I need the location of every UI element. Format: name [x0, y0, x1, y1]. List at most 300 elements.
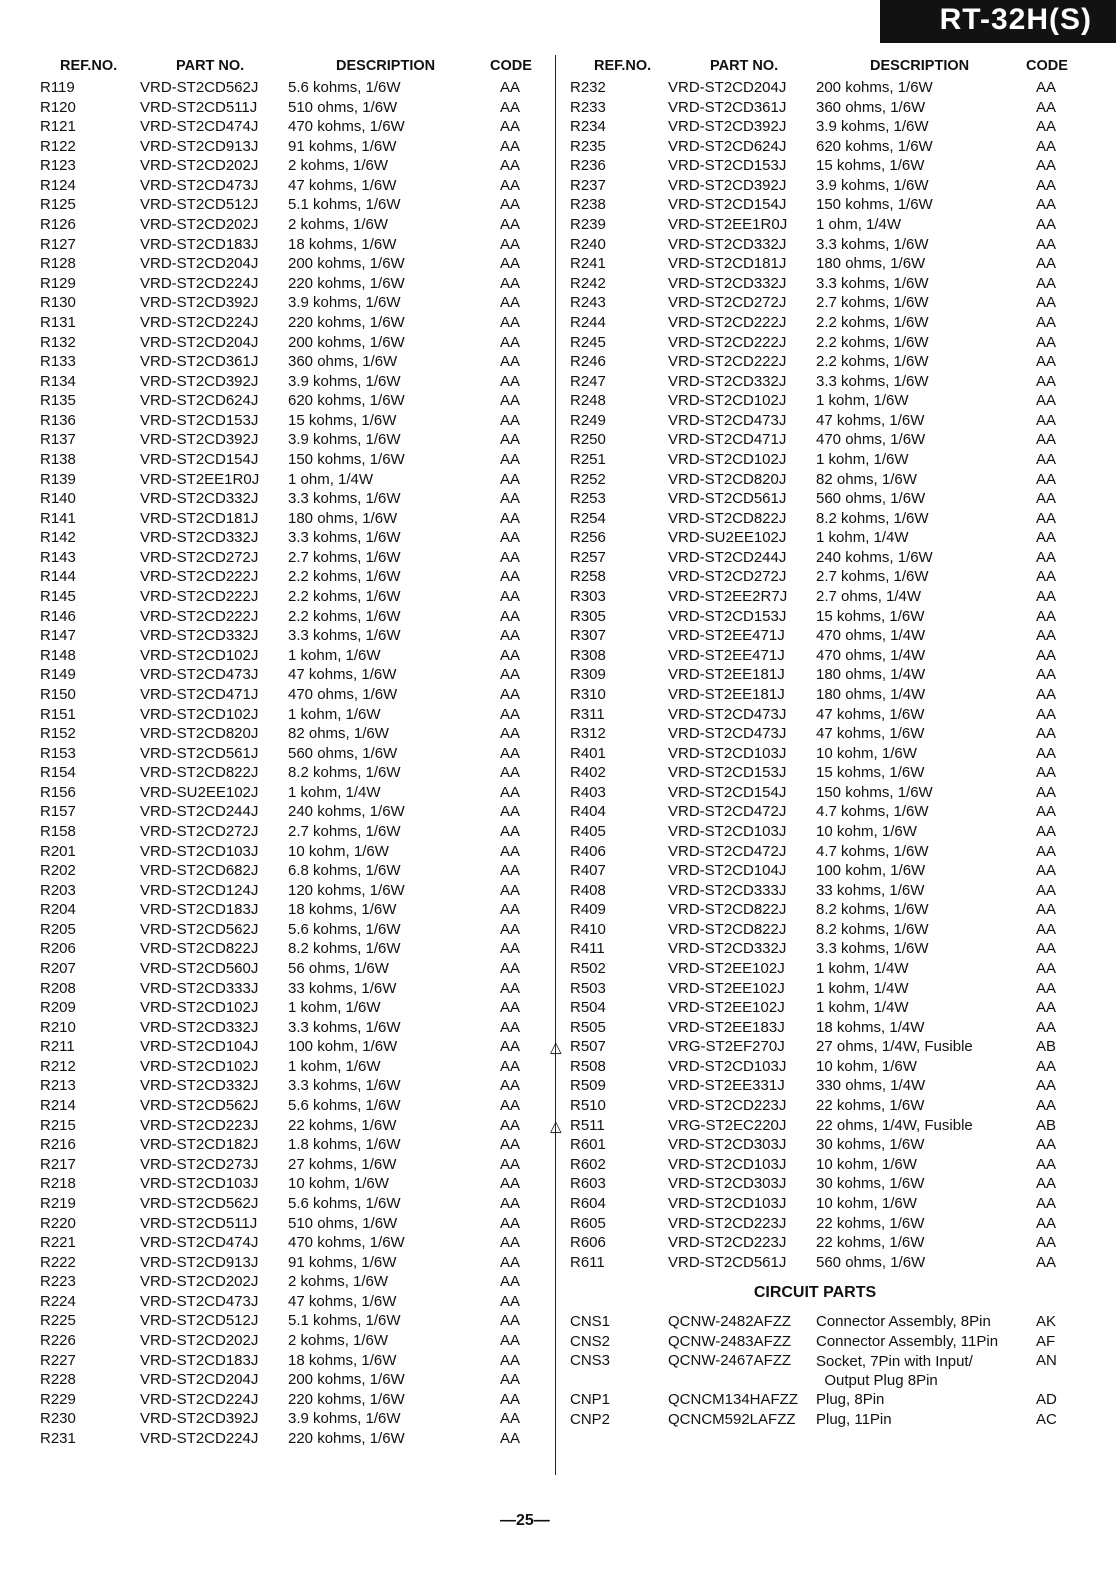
price-code: AA — [1036, 783, 1057, 801]
price-code: AA — [500, 392, 521, 410]
table-row — [570, 939, 1100, 959]
ref-no: R210 — [40, 1018, 76, 1036]
header-code: CODE — [1026, 58, 1068, 74]
ref-no: R140 — [40, 490, 76, 508]
ref-no: R135 — [40, 392, 76, 410]
price-code: AA — [1036, 881, 1057, 899]
ref-no: R153 — [40, 744, 76, 762]
ref-no: R152 — [40, 725, 76, 743]
part-no: VRD-ST2CD474J — [140, 118, 259, 136]
part-no: VRD-ST2CD103J — [140, 842, 259, 860]
description: 220 kohms, 1/6W — [288, 1390, 405, 1408]
price-code: AA — [1036, 157, 1057, 175]
description: 82 ohms, 1/6W — [816, 470, 917, 488]
ref-no: R124 — [40, 176, 76, 194]
description: 470 ohms, 1/6W — [816, 431, 926, 449]
description: 33 kohms, 1/6W — [288, 979, 397, 997]
description: 27 ohms, 1/4W, Fusible — [816, 1038, 973, 1056]
part-no: VRD-ST2EE471J — [668, 646, 785, 664]
description: 560 ohms, 1/6W — [816, 490, 926, 508]
price-code: AA — [1036, 176, 1057, 194]
part-no: VRD-ST2CD392J — [668, 176, 787, 194]
description: 360 ohms, 1/6W — [816, 98, 926, 116]
table-row — [570, 1233, 1100, 1253]
part-no: VRD-ST2CD361J — [668, 98, 787, 116]
parts-list-left — [40, 78, 550, 1448]
table-row — [40, 705, 550, 725]
part-no: VRD-ST2CD820J — [668, 470, 787, 488]
description: 3.3 kohms, 1/6W — [816, 235, 929, 253]
description: 180 ohms, 1/6W — [288, 509, 398, 527]
part-no: VRD-ST2CD561J — [668, 1253, 787, 1271]
safety-warning-icon: △ — [550, 1039, 562, 1057]
table-row — [40, 1311, 550, 1331]
description: 47 kohms, 1/6W — [288, 1292, 397, 1310]
part-no: VRD-ST2CD224J — [140, 313, 259, 331]
part-no: VRD-ST2CD222J — [140, 568, 259, 586]
price-code: AA — [500, 725, 521, 743]
part-no: VRD-ST2CD103J — [668, 1057, 787, 1075]
price-code: AA — [500, 1312, 521, 1330]
part-no: VRD-ST2CD204J — [140, 333, 259, 351]
description: 2 kohms, 1/6W — [288, 216, 389, 234]
ref-no: R131 — [40, 313, 76, 331]
price-code: AA — [500, 1273, 521, 1291]
part-no: VRD-ST2CD102J — [668, 392, 787, 410]
ref-no: R156 — [40, 783, 76, 801]
table-row — [40, 1331, 550, 1351]
ref-no: CNP2 — [570, 1411, 611, 1428]
part-no: VRD-ST2CD272J — [140, 822, 259, 840]
table-row — [570, 411, 1100, 431]
price-code: AA — [500, 607, 521, 625]
part-no: VRD-SU2EE102J — [140, 783, 259, 801]
part-no: VRD-ST2CD361J — [140, 353, 259, 371]
description: 470 kohms, 1/6W — [288, 1234, 405, 1252]
part-no: VRD-ST2CD472J — [668, 803, 787, 821]
description: 3.3 kohms, 1/6W — [816, 274, 929, 292]
part-no: VRD-ST2CD183J — [140, 901, 259, 919]
ref-no: R246 — [570, 353, 606, 371]
table-row — [570, 1410, 1100, 1430]
ref-no: R240 — [570, 235, 606, 253]
ref-no: R201 — [40, 842, 76, 860]
ref-no: R134 — [40, 372, 76, 390]
part-no: VRD-ST2CD182J — [140, 1136, 259, 1154]
part-no: VRD-ST2EE181J — [668, 666, 785, 684]
table-row — [40, 293, 550, 313]
table-row — [40, 1292, 550, 1312]
part-no: VRD-ST2CD124J — [140, 881, 259, 899]
price-code: AA — [1036, 822, 1057, 840]
part-no: VRD-ST2EE183J — [668, 1018, 785, 1036]
price-code: AA — [500, 1018, 521, 1036]
description: 30 kohms, 1/6W — [816, 1136, 925, 1154]
table-row — [570, 685, 1100, 705]
description: 560 ohms, 1/6W — [816, 1253, 926, 1271]
description: 620 kohms, 1/6W — [816, 137, 933, 155]
part-no: VRD-ST2CD103J — [668, 1155, 787, 1173]
ref-no: R238 — [570, 196, 606, 214]
table-row — [40, 1037, 550, 1057]
table-row — [570, 861, 1100, 881]
ref-no: R604 — [570, 1194, 606, 1212]
table-row — [570, 352, 1100, 372]
table-row — [40, 117, 550, 137]
price-code: AA — [500, 1390, 521, 1408]
ref-no: R222 — [40, 1253, 76, 1271]
table-row — [570, 1253, 1100, 1273]
price-code: AA — [500, 588, 521, 606]
description: 360 ohms, 1/6W — [288, 353, 398, 371]
part-no: VRD-SU2EE102J — [668, 529, 787, 547]
description: Plug, 11Pin — [816, 1411, 892, 1428]
table-row — [40, 1370, 550, 1390]
description: 91 kohms, 1/6W — [288, 137, 397, 155]
description: 5.6 kohms, 1/6W — [288, 920, 401, 938]
part-no: QCNW-2467AFZZ — [668, 1352, 792, 1370]
ref-no: R136 — [40, 411, 76, 429]
ref-no: R213 — [40, 1077, 76, 1095]
price-code: AA — [500, 79, 521, 96]
description: 8.2 kohms, 1/6W — [816, 901, 929, 919]
description: 3.3 kohms, 1/6W — [816, 372, 929, 390]
description: 3.9 kohms, 1/6W — [288, 372, 401, 390]
table-row — [40, 98, 550, 118]
ref-no: R308 — [570, 646, 606, 664]
ref-no: R137 — [40, 431, 76, 449]
price-code: AB — [1036, 1116, 1057, 1134]
part-no: VRD-ST2CD562J — [140, 1194, 259, 1212]
part-no: VRD-ST2CD332J — [668, 940, 787, 958]
description: 33 kohms, 1/6W — [816, 881, 925, 899]
part-no: VRD-ST2EE1R0J — [668, 216, 788, 234]
ref-no: R504 — [570, 999, 606, 1017]
price-code: AA — [500, 979, 521, 997]
ref-no: R138 — [40, 450, 76, 468]
table-row — [570, 587, 1100, 607]
table-row — [570, 744, 1100, 764]
ref-no: R511 — [570, 1116, 605, 1134]
ref-no: R233 — [570, 98, 606, 116]
description: 47 kohms, 1/6W — [288, 666, 397, 684]
price-code: AA — [500, 196, 521, 214]
table-row — [570, 235, 1100, 255]
price-code: AA — [1036, 274, 1057, 292]
part-no: VRD-ST2CD102J — [140, 705, 259, 723]
description: 200 kohms, 1/6W — [816, 79, 933, 96]
description: 15 kohms, 1/6W — [816, 607, 925, 625]
description: 10 kohm, 1/6W — [816, 1057, 917, 1075]
description: 2 kohms, 1/6W — [288, 1273, 389, 1291]
description: 4.7 kohms, 1/6W — [816, 842, 929, 860]
price-code: AA — [500, 137, 521, 155]
price-code: AA — [1036, 431, 1057, 449]
ref-no: R242 — [570, 274, 606, 292]
table-row — [40, 1174, 550, 1194]
price-code: AA — [500, 744, 521, 762]
ref-no: R502 — [570, 960, 606, 978]
ref-no: R146 — [40, 607, 76, 625]
ref-no: R215 — [40, 1116, 76, 1134]
part-no: VRD-ST2EE331J — [668, 1077, 785, 1095]
ref-no: R206 — [40, 940, 76, 958]
part-no: QCNW-2483AFZZ — [668, 1332, 792, 1350]
table-row — [570, 215, 1100, 235]
table-row — [570, 1194, 1100, 1214]
table-row — [40, 313, 550, 333]
table-row — [40, 470, 550, 490]
ref-no: R252 — [570, 470, 606, 488]
table-row — [570, 548, 1100, 568]
description: 10 kohm, 1/6W — [816, 822, 917, 840]
price-code: AA — [1036, 411, 1057, 429]
description: 47 kohms, 1/6W — [816, 725, 925, 743]
price-code: AA — [1036, 1018, 1057, 1036]
price-code: AA — [500, 1214, 521, 1232]
price-code: AA — [1036, 920, 1057, 938]
price-code: AA — [1036, 666, 1057, 684]
ref-no: R251 — [570, 450, 606, 468]
table-row — [570, 430, 1100, 450]
price-code: AA — [1036, 1097, 1057, 1115]
table-row — [570, 920, 1100, 940]
table-row — [40, 744, 550, 764]
table-row — [570, 1174, 1100, 1194]
table-row — [570, 1135, 1100, 1155]
ref-no: R406 — [570, 842, 606, 860]
description: 6.8 kohms, 1/6W — [288, 862, 401, 880]
table-row — [40, 979, 550, 999]
column-header — [570, 52, 1100, 78]
table-row — [570, 1076, 1100, 1096]
description: 5.6 kohms, 1/6W — [288, 79, 401, 96]
ref-no: R139 — [40, 470, 76, 488]
part-no: VRD-ST2CD913J — [140, 1253, 259, 1271]
ref-no: R141 — [40, 509, 76, 527]
table-row — [570, 607, 1100, 627]
ref-no: R303 — [570, 588, 606, 606]
part-no: VRD-ST2CD333J — [668, 881, 787, 899]
price-code: AA — [1036, 568, 1057, 586]
price-code: AA — [1036, 137, 1057, 155]
description: 200 kohms, 1/6W — [288, 255, 405, 273]
price-code: AA — [1036, 1194, 1057, 1212]
description: 3.3 kohms, 1/6W — [288, 1018, 401, 1036]
table-row — [570, 959, 1100, 979]
ref-no: R404 — [570, 803, 606, 821]
ref-no: R143 — [40, 548, 76, 566]
table-row — [570, 1214, 1100, 1234]
part-no: VRD-ST2CD272J — [140, 548, 259, 566]
ref-no: CNS3 — [570, 1352, 611, 1370]
price-code: AA — [500, 1332, 521, 1349]
price-code: AA — [500, 783, 521, 801]
description: 82 ohms, 1/6W — [288, 725, 389, 743]
part-no: QCNCM592LAFZZ — [668, 1411, 796, 1428]
part-no: VRD-ST2EE102J — [668, 979, 785, 997]
description: 1 kohm, 1/4W — [816, 999, 909, 1017]
ref-no: R508 — [570, 1057, 606, 1075]
description: 8.2 kohms, 1/6W — [816, 509, 929, 527]
part-no: VRD-ST2CD153J — [668, 764, 787, 782]
price-code: AA — [500, 920, 521, 938]
description: 2.7 ohms, 1/4W — [816, 588, 922, 606]
ref-no: R132 — [40, 333, 76, 351]
ref-no: R122 — [40, 137, 76, 155]
description: 240 kohms, 1/6W — [816, 548, 933, 566]
price-code: AA — [1036, 470, 1057, 488]
price-code: AA — [500, 1429, 521, 1447]
table-row — [40, 900, 550, 920]
part-no: VRD-ST2CD202J — [140, 216, 259, 234]
description: 120 kohms, 1/6W — [288, 881, 405, 899]
description: 10 kohm, 1/6W — [288, 1175, 389, 1193]
description: 18 kohms, 1/6W — [288, 901, 397, 919]
ref-no: R145 — [40, 588, 76, 606]
table-row — [570, 156, 1100, 176]
description: 2.2 kohms, 1/6W — [288, 588, 401, 606]
description: 8.2 kohms, 1/6W — [288, 764, 401, 782]
price-code: AA — [500, 411, 521, 429]
table-row — [40, 274, 550, 294]
part-no: VRD-ST2CD561J — [668, 490, 787, 508]
price-code: AA — [1036, 646, 1057, 664]
table-row — [570, 842, 1100, 862]
part-no: VRD-ST2CD392J — [668, 118, 787, 136]
description: 47 kohms, 1/6W — [288, 176, 397, 194]
price-code: AA — [500, 1292, 521, 1310]
ref-no: R407 — [570, 862, 606, 880]
description: 91 kohms, 1/6W — [288, 1253, 397, 1271]
part-no: VRD-ST2CD222J — [668, 333, 787, 351]
table-row — [40, 822, 550, 842]
part-no: VRD-ST2CD822J — [668, 509, 787, 527]
ref-no: R254 — [570, 509, 606, 527]
description: 22 kohms, 1/6W — [816, 1234, 925, 1252]
part-no: VRD-ST2CD332J — [668, 235, 787, 253]
part-no: VRD-ST2CD561J — [140, 744, 259, 762]
price-code: AA — [1036, 803, 1057, 821]
part-no: VRD-ST2CD820J — [140, 725, 259, 743]
description: Connector Assembly, 8Pin — [816, 1313, 991, 1331]
ref-no: R237 — [570, 176, 606, 194]
ref-no: R216 — [40, 1136, 76, 1154]
description: 18 kohms, 1/4W — [816, 1018, 925, 1036]
description: 3.9 kohms, 1/6W — [816, 176, 929, 194]
table-row — [40, 861, 550, 881]
description: 3.9 kohms, 1/6W — [288, 431, 401, 449]
table-row — [40, 567, 550, 587]
ref-no: R154 — [40, 764, 76, 782]
description: 560 ohms, 1/6W — [288, 744, 398, 762]
part-no: VRD-ST2CD303J — [668, 1136, 787, 1154]
part-no: VRD-ST2CD512J — [140, 196, 259, 214]
table-row — [40, 195, 550, 215]
price-code: AA — [500, 1155, 521, 1173]
circuit-parts-title: CIRCUIT PARTS — [753, 1284, 877, 1302]
ref-no: R305 — [570, 607, 606, 625]
description: 470 ohms, 1/6W — [288, 685, 398, 703]
part-no: VRD-ST2CD104J — [140, 1038, 259, 1056]
table-row — [40, 646, 550, 666]
table-row — [40, 607, 550, 627]
price-code: AA — [500, 1410, 521, 1428]
table-row — [40, 665, 550, 685]
table-row — [570, 881, 1100, 901]
price-code: AB — [1036, 1038, 1057, 1056]
description: 470 ohms, 1/4W — [816, 646, 926, 664]
ref-no: R510 — [570, 1097, 606, 1115]
table-row — [570, 293, 1100, 313]
description: 5.6 kohms, 1/6W — [288, 1097, 401, 1115]
price-code: AF — [1036, 1332, 1056, 1350]
description: 1 kohm, 1/6W — [288, 705, 381, 723]
table-row — [40, 959, 550, 979]
ref-no: R410 — [570, 920, 606, 938]
ref-no: R312 — [570, 725, 606, 743]
price-code: AA — [1036, 392, 1057, 410]
price-code: AA — [1036, 960, 1057, 978]
price-code: AA — [1036, 216, 1057, 234]
header-ref: REF.NO. — [594, 58, 652, 74]
part-no: VRD-ST2CD473J — [668, 725, 787, 743]
table-row — [570, 724, 1100, 744]
part-no: VRD-ST2CD473J — [668, 411, 787, 429]
ref-no: R226 — [40, 1332, 76, 1349]
part-no: VRD-ST2CD153J — [140, 411, 259, 429]
part-no: VRD-ST2CD244J — [140, 803, 259, 821]
table-row — [40, 1253, 550, 1273]
part-no: VRD-ST2CD332J — [668, 274, 787, 292]
price-code: AA — [500, 1057, 521, 1075]
part-no: VRD-ST2CD333J — [140, 979, 259, 997]
description: 18 kohms, 1/6W — [288, 1351, 397, 1369]
ref-no: R220 — [40, 1214, 76, 1232]
table-row — [570, 567, 1100, 587]
ref-no: R149 — [40, 666, 76, 684]
description: 2.2 kohms, 1/6W — [816, 333, 929, 351]
description: 8.2 kohms, 1/6W — [288, 940, 401, 958]
table-row — [40, 372, 550, 392]
ref-no: R203 — [40, 881, 76, 899]
part-no: VRD-ST2CD332J — [140, 529, 259, 547]
part-no: VRD-ST2CD822J — [140, 940, 259, 958]
table-row — [570, 665, 1100, 685]
description: 3.9 kohms, 1/6W — [288, 294, 401, 312]
part-no: VRD-ST2CD624J — [668, 137, 787, 155]
description: 100 kohm, 1/6W — [288, 1038, 398, 1056]
description: 3.9 kohms, 1/6W — [288, 1410, 401, 1428]
price-code: AA — [500, 1175, 521, 1193]
ref-no: R230 — [40, 1410, 76, 1428]
price-code: AA — [500, 1136, 521, 1154]
price-code: AA — [1036, 372, 1057, 390]
description: Connector Assembly, 11Pin — [816, 1332, 999, 1350]
ref-no: R236 — [570, 157, 606, 175]
part-no: VRD-ST2CD562J — [140, 1097, 259, 1115]
description: 200 kohms, 1/6W — [288, 333, 405, 351]
table-row — [570, 1312, 1100, 1332]
table-row — [570, 195, 1100, 215]
table-row — [570, 254, 1100, 274]
ref-no: R209 — [40, 999, 76, 1017]
price-code: AA — [1036, 764, 1057, 782]
ref-no: R250 — [570, 431, 606, 449]
table-row — [40, 1409, 550, 1429]
price-code: AA — [1036, 607, 1057, 625]
ref-no: R208 — [40, 979, 76, 997]
